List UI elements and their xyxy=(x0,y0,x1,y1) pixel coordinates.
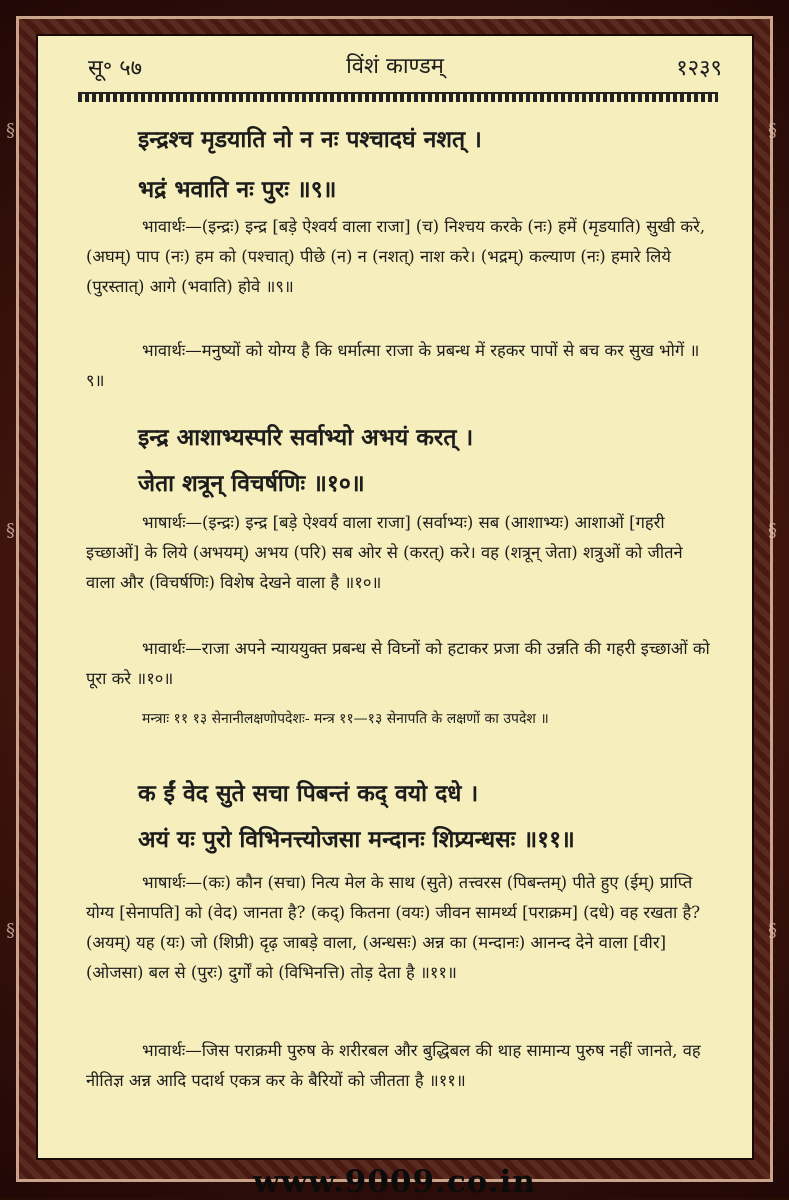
verse-11-summary xyxy=(86,1036,716,1096)
verse-10-meaning xyxy=(86,508,716,598)
header-rule xyxy=(78,92,718,102)
mantra-note-text: मन्त्राः ११ १३ सेनानीलक्षणोपदेशः- मन्त्र ११—१३ सेनापति के लक्षणों का उपदेश ॥ xyxy=(142,711,549,727)
page-header xyxy=(38,46,752,82)
verse-9-summary-text: भावार्थः—मनुष्यों को योग्य है कि धर्मात्मा राजा के प्रबन्ध में रहकर पापों से बच कर सुख भोगें ॥९॥ xyxy=(86,341,700,390)
verse-9-meaning xyxy=(86,212,716,302)
verse-9-line-1: इन्द्रश्च मृडयाति नो न नः पश्चादघं नशत् । xyxy=(138,126,482,153)
verse-10-summary xyxy=(86,634,716,694)
verse-11-meaning xyxy=(86,868,716,988)
mantra-note xyxy=(86,706,716,732)
verse-10-line-1: इन्द्र आशाभ्यस्परि सर्वाभ्यो अभयं करत् । xyxy=(138,424,474,451)
scripture-page xyxy=(36,34,754,1160)
page-number: १२३९ xyxy=(676,56,722,81)
verse-9-meaning-text: भावार्थः—(इन्द्रः) इन्द्र [बड़े ऐश्वर्य वाला राजा] (च) निश्चय करके (नः) हमें (मृडयाति) सुखी करे, (अघम्) पाप (नः) हम को (पश्चात्) पीछे (न) न (नशत्) नाश करे। (भद्रम्) कल्याण (नः) हमारे लिये (पुरस्तात्) आगे (भवाति) होवे ॥९॥ xyxy=(86,217,706,296)
kanda-title: विंशं काण्डम् xyxy=(346,54,444,79)
sutra-number: सू॰ ५७ xyxy=(88,56,143,81)
border-ornament-right: § xyxy=(768,120,777,141)
border-ornament-right-mid: § xyxy=(768,520,777,541)
border-ornament-left-low: § xyxy=(6,920,15,941)
verse-10-meaning-text: भाषार्थः—(इन्द्रः) इन्द्र [बड़े ऐश्वर्य वाला राजा] (सर्वाभ्यः) सब (आशाभ्यः) आशाओं [गहरी इच्छाओं] के लिये (अभयम्) अभय (परि) सब ओर से (करत्) करे। वह (शत्रून् जेता) शत्रुओं को जीतने वाला और (विचर्षणिः) विशेष देखने वाला है ॥१०॥ xyxy=(86,513,683,592)
verse-10-line-2: जेता शत्रून् विचर्षणिः ॥१०॥ xyxy=(138,470,365,497)
verse-10-summary-text: भावार्थः—राजा अपने न्याययुक्त प्रबन्ध से विघ्नों को हटाकर प्रजा की उन्नति की गहरी इच्छाओं को पूरा करे ॥१०॥ xyxy=(86,639,710,688)
verse-11-line-2: अयं यः पुरो विभिनत्त्योजसा मन्दानः शिप्र्यन्धसः ॥११॥ xyxy=(138,826,575,853)
verse-9-line-2: भद्रं भवाति नः पुरः ॥९॥ xyxy=(138,176,337,203)
verse-11-summary-text: भावार्थः—जिस पराक्रमी पुरुष के शरीरबल और बुद्धिबल की थाह सामान्य पुरुष नहीं जानते, वह नीतिज्ञ अन्न आदि पदार्थ एकत्र कर के बैरियों को जीतता है ॥११॥ xyxy=(86,1041,701,1090)
verse-9-summary xyxy=(86,336,716,396)
verse-11-meaning-text: भाषार्थः—(कः) कौन (सचा) नित्य मेल के साथ (सुते) तत्त्वरस (पिबन्तम्) पीते हुए (ईम्) प्राप्ति योग्य [सेनापति] को (वेद) जानता है? (कद्) कितना (वयः) जीवन सामर्थ्य [पराक्रम] (दधे) वह रखता है? (अयम्) यह (यः) जो (शिप्री) दृढ़ जाबड़े वाला, (अन्धसः) अन्न का (मन्दानः) आनन्द देने वाला [वीर] (ओजसा) बल से (पुरः) दुर्गों को (विभिनत्ति) तोड़ देता है ॥११॥ xyxy=(86,873,701,982)
border-ornament-left-mid: § xyxy=(6,520,15,541)
border-ornament-right-low: § xyxy=(768,920,777,941)
website-watermark: www.9009.co.in xyxy=(253,1164,536,1200)
border-ornament-left: § xyxy=(6,120,15,141)
verse-11-line-1: क ईं वेद सुते सचा पिबन्तं कद् वयो दधे । xyxy=(138,780,479,807)
